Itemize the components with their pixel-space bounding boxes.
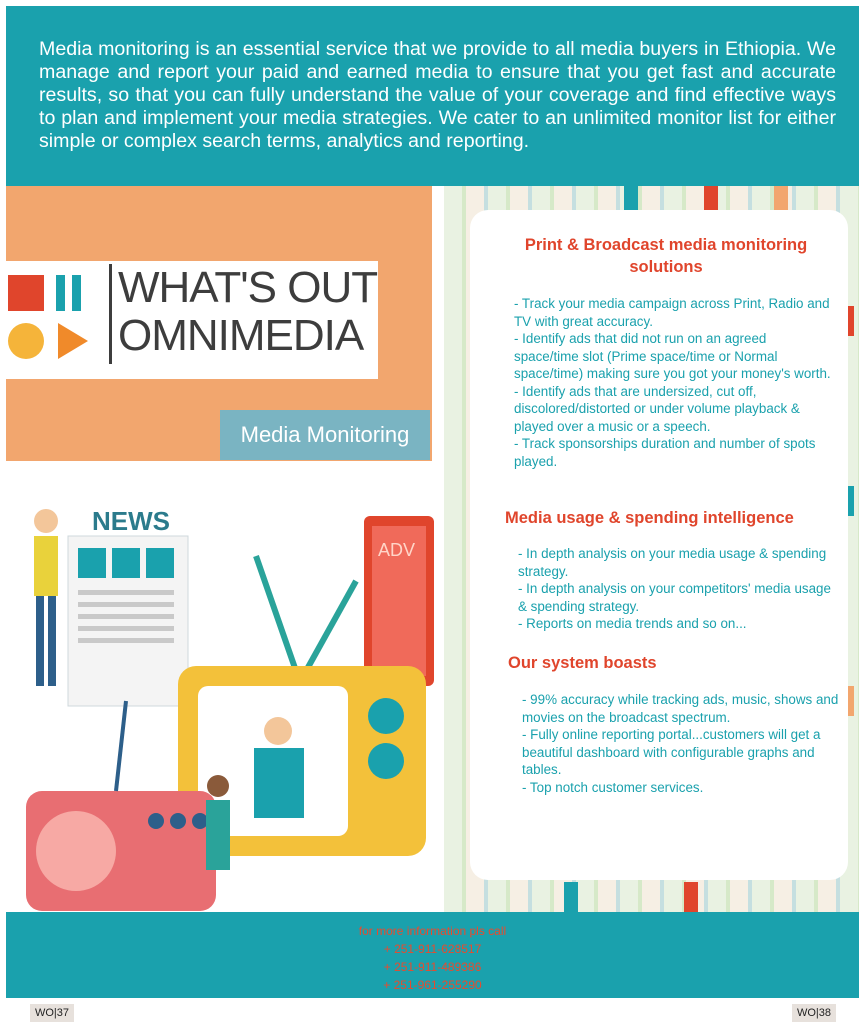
phone-number: + 251-911-489386: [383, 960, 482, 974]
list-item: - 99% accuracy while tracking ads, music, shows and movies on the broadcast spectrum.: [522, 692, 839, 725]
services-card: [470, 210, 848, 880]
phone-number: + 251-961-255290: [383, 978, 482, 992]
spine: [564, 882, 578, 912]
logo-wordmark: [118, 264, 377, 360]
list-item: - Fully online reporting portal...customers will get a beautiful dashboard with configurable graphs and tables.: [522, 727, 821, 777]
section-list-system-boasts: [522, 691, 842, 796]
list-item: - Top notch customer services.: [522, 779, 704, 795]
section-title-media-usage: Media usage & spending intelligence: [505, 509, 794, 527]
logo-divider: [109, 264, 112, 364]
intro-band: [6, 6, 859, 186]
news-heading: NEWS: [92, 506, 170, 536]
contact-label: for more information pls call: [358, 924, 507, 938]
list-item: - Track your media campaign across Print, Radio and TV with great accuracy.: [514, 296, 830, 329]
section-title-print-broadcast: Print & Broadcast media monitoring solutions: [524, 236, 808, 276]
list-item: - Identify ads that are undersized, cut off, discolored/distorted or under volume playback & played over a music or a speech.: [514, 383, 800, 434]
adv-label: ADV: [378, 540, 416, 560]
list-item: - Identify ads that did not run on an agreed space/time slot (Prime space/time or Normal space/time) making sure you got your money's worth.: [514, 331, 831, 381]
illustration-panel: [6, 186, 444, 912]
list-item: - In depth analysis on your competitors' media usage & spending strategy.: [518, 581, 831, 614]
section-list-media-usage: [518, 545, 838, 633]
section-list-print-broadcast: [514, 295, 834, 470]
logo-line-1: WHAT'S OUT: [118, 263, 378, 312]
list-item: - In depth analysis on your media usage & spending strategy.: [518, 546, 827, 579]
intro-paragraph: Media monitoring is an essential service that we provide to all media buyers in Ethiopia. We manage and report your paid and earned media to ensure that you get fast and accurate results, so that you can fully understand the value of your coverage and find effective ways to plan and implement your media strategies. We cater to an unlimited monitor list for either simple or complex search terms, analytics and reporting.: [39, 38, 836, 152]
page-number-right: WO|38: [792, 1004, 836, 1022]
section-title-system-boasts: Our system boasts: [508, 654, 657, 672]
logo-mark-icon: [6, 261, 106, 379]
logo-line-2: OMNIMEDIA: [118, 311, 364, 360]
page-number-left: WO|37: [30, 1004, 74, 1022]
contact-footer: [6, 912, 859, 998]
list-item: - Reports on media trends and so on...: [518, 616, 747, 631]
media-monitoring-badge: Media Monitoring: [220, 410, 430, 460]
contact-block: [6, 922, 859, 994]
list-item: - Track sponsorships duration and number of spots played.: [514, 436, 816, 469]
phone-number: + 251-911-628517: [383, 942, 482, 956]
media-illustration: [6, 486, 444, 912]
spine: [684, 882, 698, 912]
